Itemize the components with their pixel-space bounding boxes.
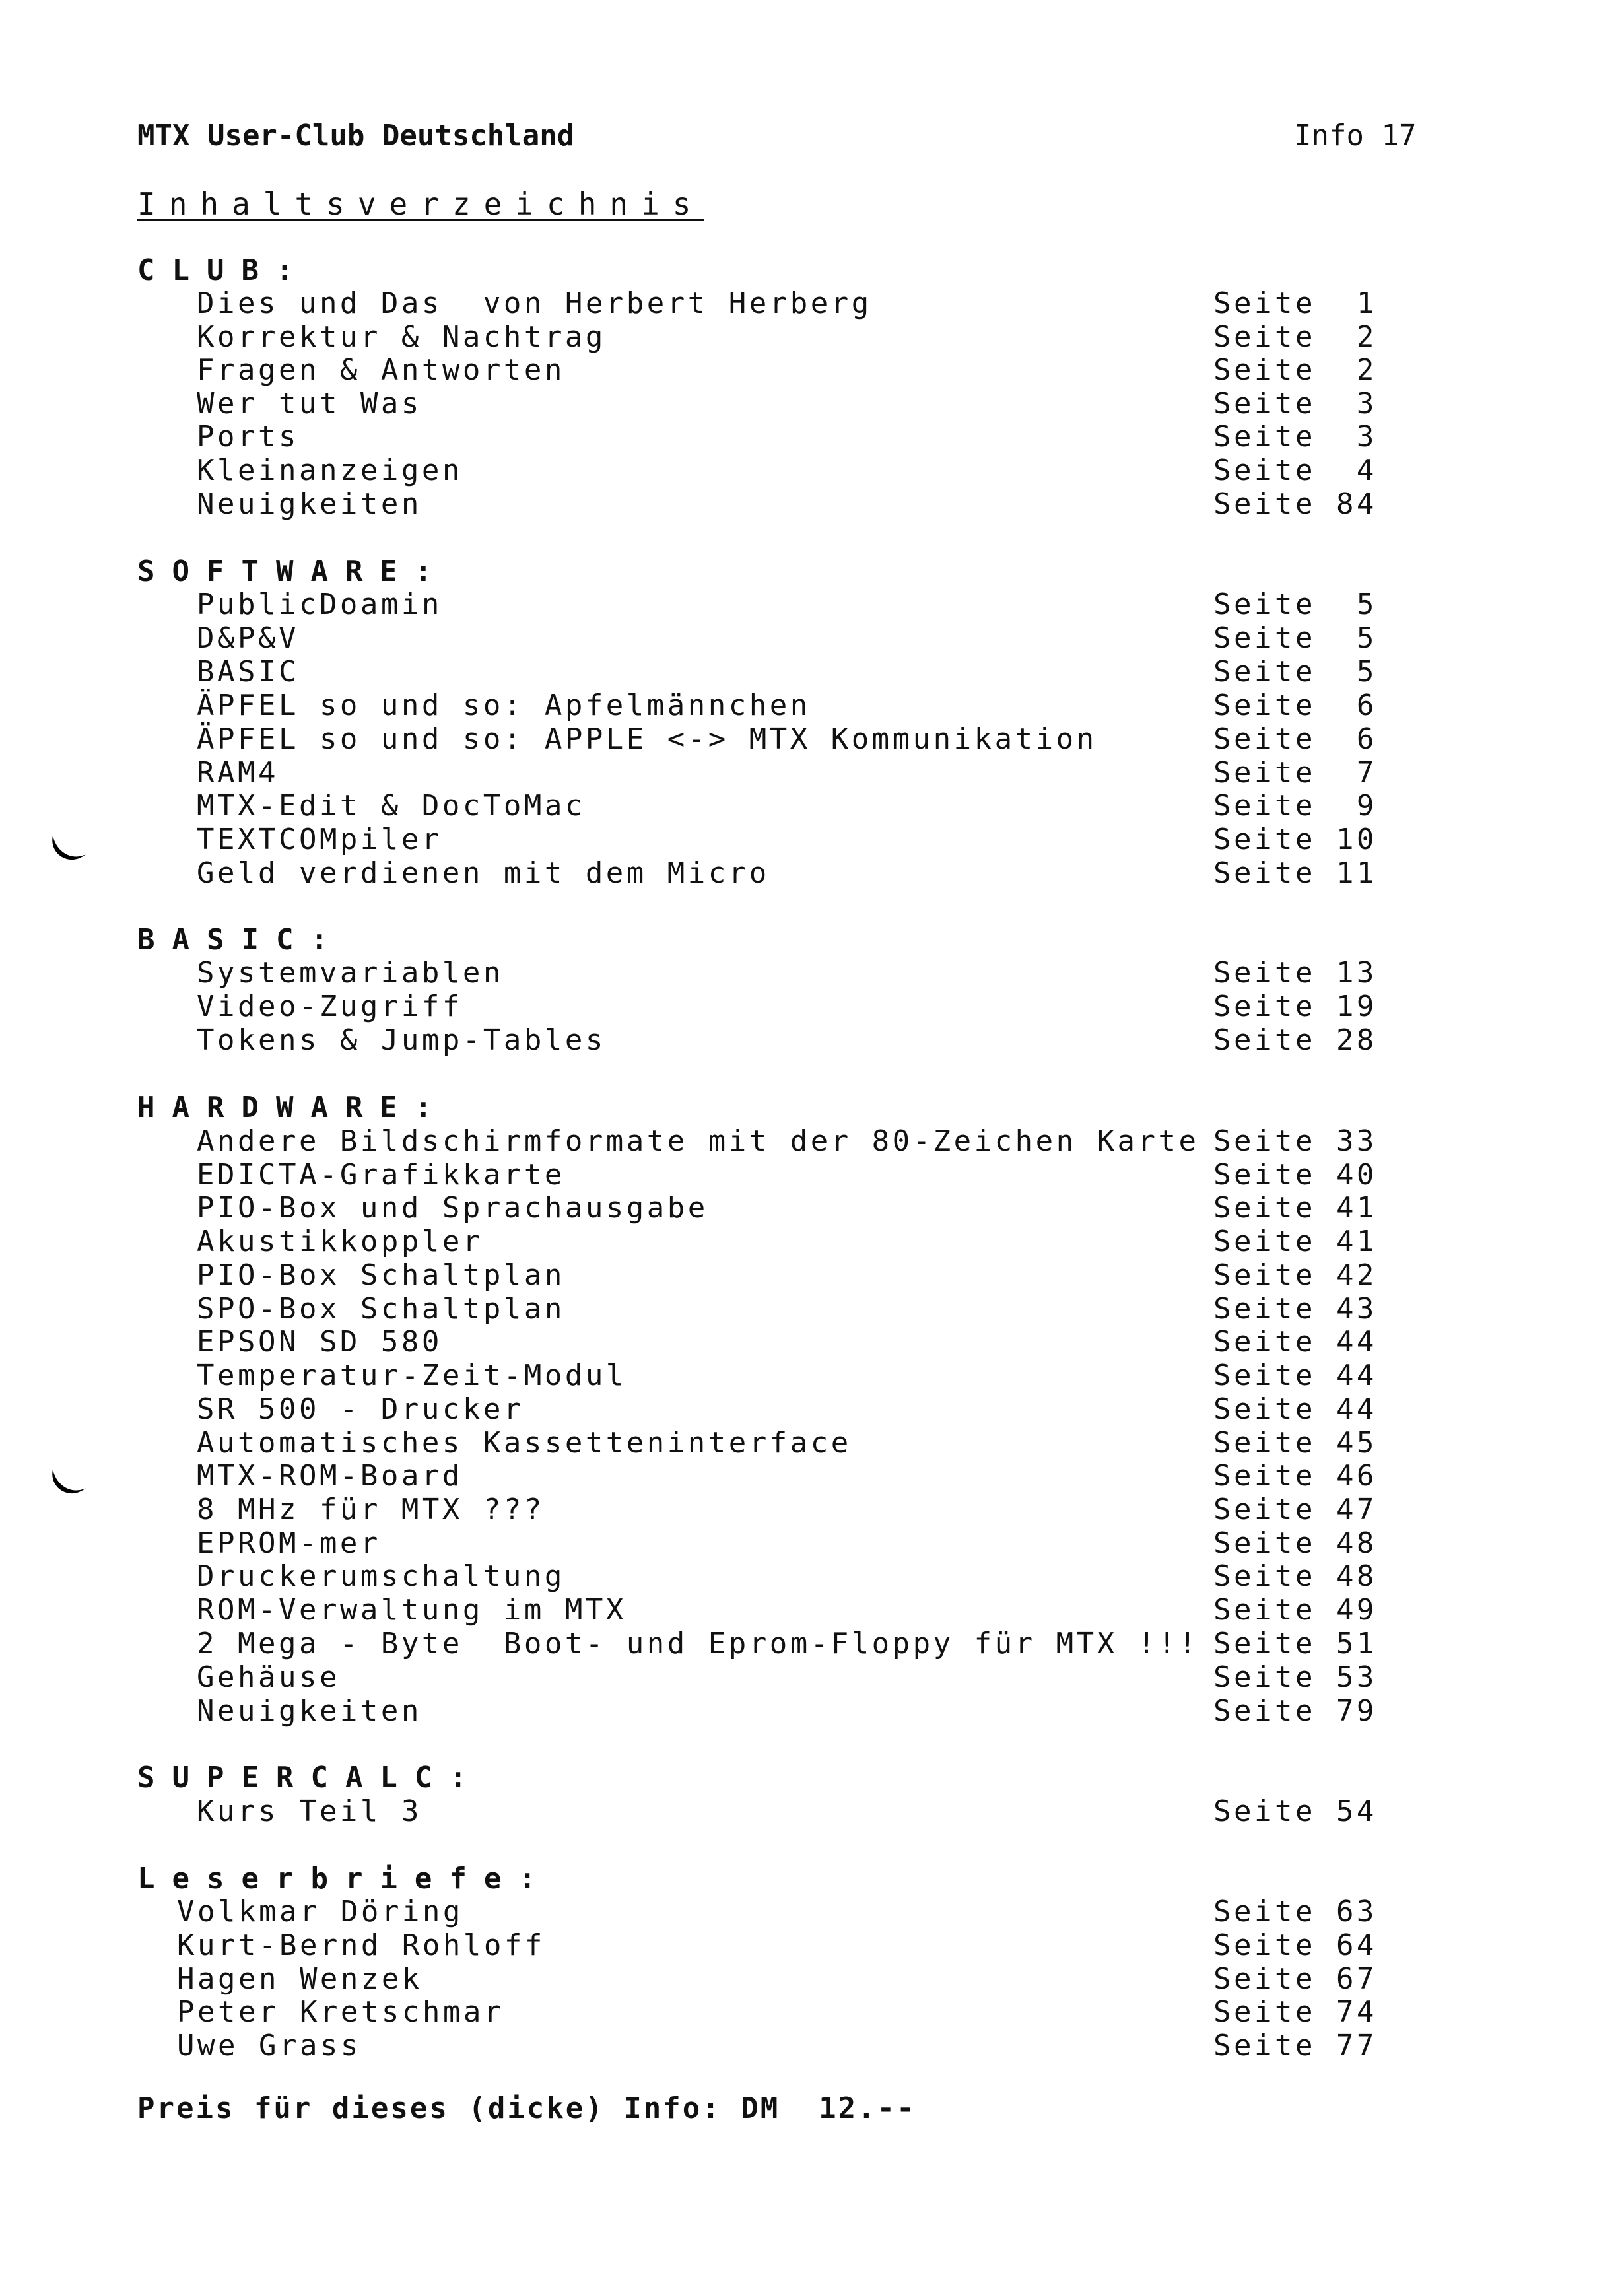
- toc-entry-title: Video-Zugriff: [197, 990, 463, 1023]
- section-heading-leserbriefe: Leserbriefe:: [137, 1862, 553, 1895]
- toc-entry-page: Seite 4: [1213, 454, 1377, 487]
- toc-title: Inhaltsverzeichnis: [137, 186, 704, 222]
- toc-entry-page: Seite 79: [1213, 1694, 1377, 1728]
- toc-entry-page: Seite 2: [1213, 320, 1377, 354]
- toc-entry-page: Seite 42: [1213, 1258, 1377, 1292]
- toc-entry-page: Seite 11: [1213, 856, 1377, 890]
- toc-entry-title: PIO-Box und Sprachausgabe: [197, 1191, 708, 1225]
- toc-entry-page: Seite 9: [1213, 789, 1377, 823]
- issue-number: Info 17: [1294, 119, 1417, 153]
- toc-entry-title: Akustikkoppler: [197, 1225, 483, 1258]
- toc-entry-page: Seite 40: [1213, 1158, 1377, 1192]
- toc-entry-page: Seite 13: [1213, 956, 1377, 990]
- toc-entry-title: Volkmar Döring: [177, 1895, 463, 1928]
- toc-entry-title: ÄPFEL so und so: APPLE <-> MTX Kommunikation: [197, 722, 1097, 756]
- toc-entry-page: Seite 74: [1213, 1995, 1377, 2029]
- toc-entry-page: Seite 5: [1213, 655, 1377, 689]
- toc-entry-title: Dies und Das von Herbert Herberg: [197, 287, 872, 320]
- toc-entry-page: Seite 44: [1213, 1392, 1377, 1426]
- section-heading-hardware: HARDWARE:: [137, 1091, 450, 1124]
- toc-entry-title: Kurt-Bernd Rohloff: [177, 1928, 545, 1962]
- toc-entry-title: SR 500 - Drucker: [197, 1392, 524, 1426]
- toc-entry-title: Druckerumschaltung: [197, 1559, 565, 1593]
- toc-entry-page: Seite 46: [1213, 1459, 1377, 1493]
- toc-entry-title: SPO-Box Schaltplan: [197, 1292, 565, 1326]
- toc-entry-title: Peter Kretschmar: [177, 1995, 504, 2029]
- toc-entry-title: Temperatur-Zeit-Modul: [197, 1359, 626, 1392]
- toc-entry-page: Seite 49: [1213, 1593, 1377, 1627]
- toc-entry-title: Kleinanzeigen: [197, 454, 463, 487]
- section-heading-supercalc: SUPERCALC:: [137, 1761, 484, 1794]
- toc-entry-page: Seite 63: [1213, 1895, 1377, 1928]
- toc-entry-title: PublicDoamin: [197, 588, 442, 621]
- toc-entry-page: Seite 47: [1213, 1493, 1377, 1526]
- toc-entry-title: Automatisches Kassetteninterface: [197, 1426, 852, 1460]
- toc-entry-title: EDICTA-Grafikkarte: [197, 1158, 565, 1192]
- toc-entry-title: Fragen & Antworten: [197, 353, 565, 387]
- toc-entry-page: Seite 54: [1213, 1794, 1377, 1828]
- toc-entry-title: Andere Bildschirmformate mit der 80-Zeichen Karte: [197, 1124, 1200, 1158]
- toc-entry-page: Seite 10: [1213, 823, 1377, 856]
- price-note: Preis für dieses (dicke) Info: DM 12.--: [137, 2092, 916, 2125]
- toc-entry-title: ÄPFEL so und so: Apfelmännchen: [197, 689, 811, 722]
- toc-entry-title: Korrektur & Nachtrag: [197, 320, 606, 354]
- toc-entry-page: Seite 67: [1213, 1962, 1377, 1996]
- toc-entry-title: PIO-Box Schaltplan: [197, 1258, 565, 1292]
- toc-entry-page: Seite 45: [1213, 1426, 1377, 1460]
- toc-entry-title: RAM4: [197, 756, 279, 790]
- toc-entry-page: Seite 41: [1213, 1225, 1377, 1258]
- toc-entry-title: Uwe Grass: [177, 2029, 361, 2062]
- toc-entry-title: Gehäuse: [197, 1660, 340, 1694]
- toc-entry-title: Wer tut Was: [197, 387, 422, 421]
- toc-entry-page: Seite 3: [1213, 387, 1377, 421]
- toc-entry-title: BASIC: [197, 655, 299, 689]
- toc-entry-page: Seite 5: [1213, 588, 1377, 621]
- section-heading-club: CLUB:: [137, 254, 311, 287]
- toc-entry-title: TEXTCOMpiler: [197, 823, 442, 856]
- toc-entry-page: Seite 51: [1213, 1627, 1377, 1660]
- toc-entry-page: Seite 1: [1213, 287, 1377, 320]
- toc-entry-page: Seite 44: [1213, 1325, 1377, 1359]
- punch-hole-mark: [44, 824, 92, 873]
- toc-entry-page: Seite 43: [1213, 1292, 1377, 1326]
- toc-entry-title: ROM-Verwaltung im MTX: [197, 1593, 626, 1627]
- toc-entry-title: EPROM-mer: [197, 1526, 381, 1560]
- toc-entry-title: MTX-Edit & DocToMac: [197, 789, 586, 823]
- toc-entry-page: Seite 77: [1213, 2029, 1377, 2062]
- toc-entry-title: Systemvariablen: [197, 956, 504, 990]
- toc-entry-title: Hagen Wenzek: [177, 1962, 423, 1996]
- toc-entry-page: Seite 3: [1213, 420, 1377, 454]
- section-heading-software: SOFTWARE:: [137, 555, 450, 588]
- toc-entry-page: Seite 33: [1213, 1124, 1377, 1158]
- toc-entry-page: Seite 84: [1213, 487, 1377, 521]
- club-name: MTX User-Club Deutschland: [137, 119, 575, 153]
- section-heading-basic: BASIC:: [137, 923, 345, 957]
- toc-entry-page: Seite 7: [1213, 756, 1377, 790]
- toc-entry-title: 8 MHz für MTX ???: [197, 1493, 545, 1526]
- toc-entry-page: Seite 2: [1213, 353, 1377, 387]
- toc-entry-title: Neuigkeiten: [197, 1694, 422, 1728]
- toc-entry-title: EPSON SD 580: [197, 1325, 442, 1359]
- toc-entry-title: MTX-ROM-Board: [197, 1459, 463, 1493]
- toc-entry-page: Seite 6: [1213, 689, 1377, 722]
- toc-entry-page: Seite 48: [1213, 1526, 1377, 1560]
- toc-entry-page: Seite 6: [1213, 722, 1377, 756]
- toc-entry-page: Seite 28: [1213, 1023, 1377, 1057]
- punch-hole-mark: [44, 1458, 92, 1507]
- toc-entry-page: Seite 44: [1213, 1359, 1377, 1392]
- toc-entry-title: Geld verdienen mit dem Micro: [197, 856, 770, 890]
- toc-entry-page: Seite 5: [1213, 621, 1377, 655]
- toc-entry-page: Seite 48: [1213, 1559, 1377, 1593]
- toc-entry-title: Ports: [197, 420, 299, 454]
- toc-entry-title: Tokens & Jump-Tables: [197, 1023, 606, 1057]
- toc-entry-page: Seite 53: [1213, 1660, 1377, 1694]
- toc-entry-page: Seite 64: [1213, 1928, 1377, 1962]
- toc-entry-title: Neuigkeiten: [197, 487, 422, 521]
- toc-entry-title: D&P&V: [197, 621, 299, 655]
- toc-entry-title: Kurs Teil 3: [197, 1794, 422, 1828]
- toc-entry-page: Seite 19: [1213, 990, 1377, 1023]
- toc-entry-title: 2 Mega - Byte Boot- und Eprom-Floppy für MTX !!!: [197, 1627, 1200, 1660]
- toc-entry-page: Seite 41: [1213, 1191, 1377, 1225]
